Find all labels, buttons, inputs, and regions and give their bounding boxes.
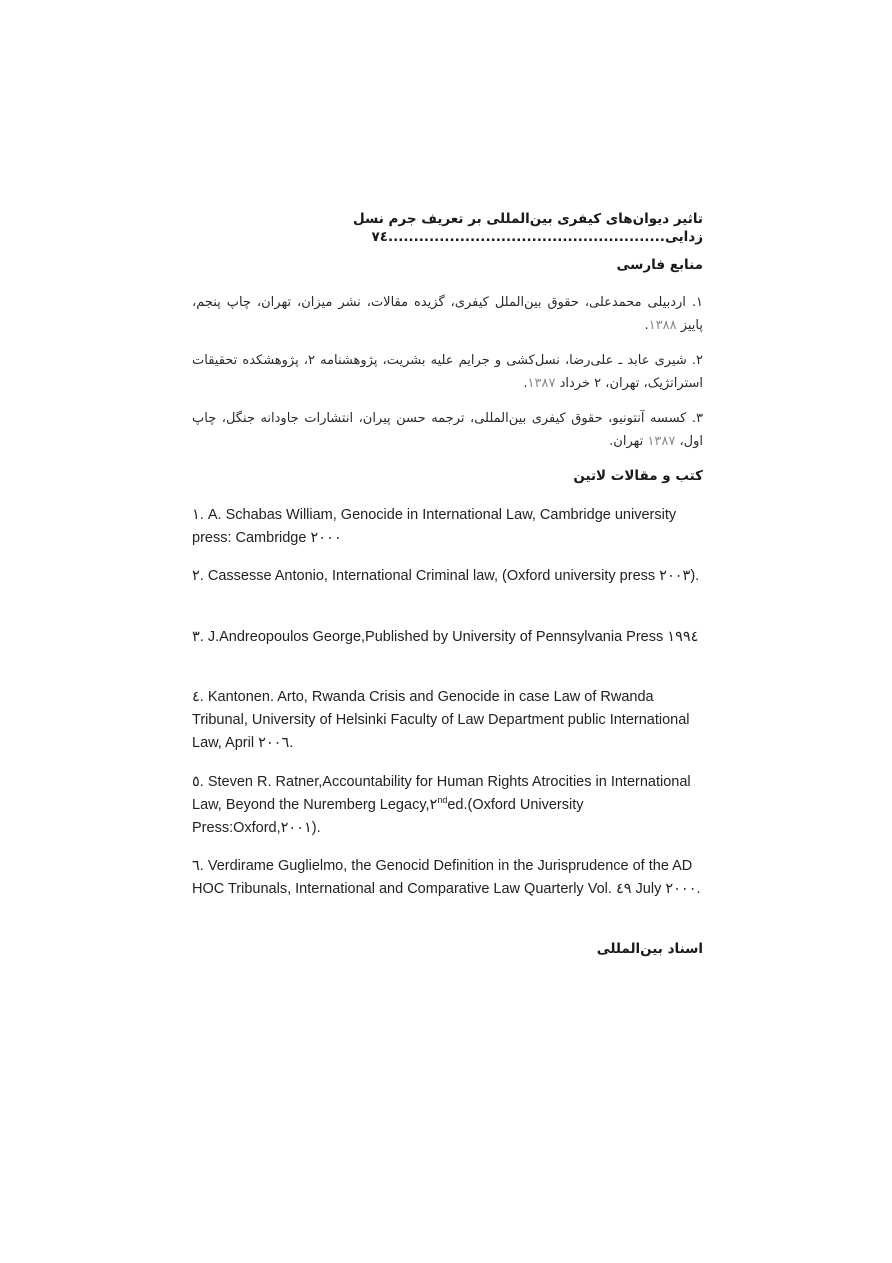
persian-reference-1 xyxy=(192,291,703,337)
chapter-title-continued: زدایی xyxy=(664,229,703,245)
reference-end: . xyxy=(644,318,649,333)
reference-date: ۱۳۸۷ xyxy=(527,376,556,391)
page-number: ۷٤ xyxy=(371,229,388,245)
latin-reference-2: ٢. Cassesse Antonio, International Criminal law, (Oxford university press ٢٠٠٣). xyxy=(192,568,700,584)
reference-text: ۳. کسسه آنتونیو، حقوق کیفری بین‌المللی، ترجمه حسن پیران، انتشارات جاودانه جنگل، چاپ اول، xyxy=(192,411,703,449)
reference-text: ۲. شیری عابد ـ علی‌رضا، نسل‌کشی و جرایم علیه بشریت، پژوهشنامه ۲، پژوهشکده تحقیقات استراتژیک، تهران، ۲ خرداد xyxy=(192,353,703,391)
international-documents-heading: اسناد بین‌المللی xyxy=(596,941,703,957)
latin-sources-heading: کتب و مقالات لاتین xyxy=(573,468,703,484)
reference-date: ۱۳۸۸ xyxy=(648,318,677,333)
latin-reference-6: ٦. Verdirame Guglielmo, the Genocid Definition in the Jurisprudence of the AD HOC Tribunals, International and Comparative Law Quarterly Vol. ٤٩ July ٢٠٠٠. xyxy=(192,858,701,897)
page-header xyxy=(352,210,703,246)
latin-reference-1: ١. A. Schabas William, Genocide in International Law, Cambridge university press: Cambridge ٢٠٠٠ xyxy=(192,507,677,546)
reference-text-after: ed.(Oxford University Press:Oxford,٢٠٠١). xyxy=(192,797,584,836)
persian-reference-3 xyxy=(192,407,703,453)
reference-end: . xyxy=(523,376,528,391)
persian-reference-2 xyxy=(192,349,703,395)
persian-sources-heading: منابع فارسی xyxy=(616,257,703,273)
ordinal-suffix: nd xyxy=(437,795,448,806)
chapter-title: تاثیر دیوان‌های کیفری بین‌المللی بر تعریف جرم نسل xyxy=(352,211,703,227)
leader-dots: ...................................................... xyxy=(388,229,665,245)
reference-date: ۱۳۸۷ xyxy=(647,434,676,449)
latin-reference-3: ٣. J.Andreopoulos George,Published by University of Pennsylvania Press ١٩٩٤ xyxy=(192,629,699,645)
toc-line xyxy=(371,228,703,246)
latin-reference-5 xyxy=(192,771,707,840)
reference-end: تهران. xyxy=(609,434,648,449)
reference-text: ۱. اردبیلی محمدعلی، حقوق بین‌الملل کیفری، گزیده مقالات، نشر میزان، تهران، چاپ پنجم، پاییز xyxy=(192,295,703,333)
reference-text-before: ٥. Steven R. Ratner,Accountability for Human Rights Atrocities in International Law, Beyond the Nuremberg Legacy,٢ xyxy=(192,774,691,813)
latin-reference-4: ٤. Kantonen. Arto, Rwanda Crisis and Genocide in case Law of Rwanda Tribunal, University of Helsinki Faculty of Law Department public International Law, April ٢٠٠٦. xyxy=(192,689,690,751)
